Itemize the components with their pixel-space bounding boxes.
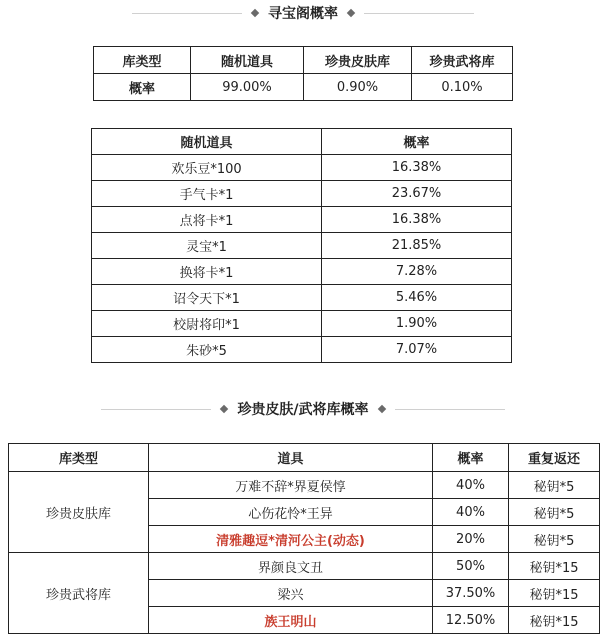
table-row — [92, 259, 512, 285]
diamond-icon — [377, 405, 385, 413]
item-rate: 16.38% — [322, 207, 512, 233]
rate-random-item: 99.00% — [191, 74, 304, 101]
item-name: 梁兴 — [149, 580, 433, 607]
item-name: 欢乐豆*100 — [92, 155, 322, 181]
lib-label-general: 珍贵武将库 — [9, 553, 149, 634]
item-name: 手气卡*1 — [92, 181, 322, 207]
item-refund: 秘钥*15 — [509, 553, 600, 580]
item-rate: 21.85% — [322, 233, 512, 259]
divider-right — [395, 409, 505, 410]
section-title-treasure — [0, 2, 606, 24]
table-row — [9, 472, 600, 499]
header-general-lib: 珍贵武将库 — [412, 47, 513, 74]
diamond-icon — [220, 405, 228, 413]
item-rate: 1.90% — [322, 311, 512, 337]
item-name: 灵宝*1 — [92, 233, 322, 259]
header-skin-lib: 珍贵皮肤库 — [304, 47, 412, 74]
item-name-highlight: 清雅趣逗*清河公主(动态) — [149, 526, 433, 553]
header-rate: 概率 — [433, 444, 509, 472]
item-name: 诏令天下*1 — [92, 285, 322, 311]
table-row — [92, 337, 512, 363]
table-row — [92, 233, 512, 259]
item-refund: 秘钥*15 — [509, 607, 600, 634]
diamond-icon — [347, 9, 355, 17]
item-rate: 50% — [433, 553, 509, 580]
item-name: 万难不辞*界夏侯惇 — [149, 472, 433, 499]
item-refund: 秘钥*5 — [509, 472, 600, 499]
item-refund: 秘钥*5 — [509, 499, 600, 526]
divider-left — [132, 13, 242, 14]
section-title-rare — [0, 398, 606, 420]
header-rate: 概率 — [322, 129, 512, 155]
item-rate: 7.28% — [322, 259, 512, 285]
item-rate: 5.46% — [322, 285, 512, 311]
item-name: 换将卡*1 — [92, 259, 322, 285]
item-name-highlight: 族王明山 — [149, 607, 433, 634]
table-row — [92, 311, 512, 337]
section-title-text: 寻宝阁概率 — [268, 6, 338, 22]
rate-skin-lib: 0.90% — [304, 74, 412, 101]
header-item: 随机道具 — [92, 129, 322, 155]
item-refund: 秘钥*5 — [509, 526, 600, 553]
lib-label-skin: 珍贵皮肤库 — [9, 472, 149, 553]
table-row — [9, 553, 600, 580]
item-rate: 12.50% — [433, 607, 509, 634]
header-lib-type: 库类型 — [9, 444, 149, 472]
item-rate: 7.07% — [322, 337, 512, 363]
divider-right — [364, 13, 474, 14]
row-label-rate: 概率 — [94, 74, 191, 101]
table-row — [92, 285, 512, 311]
item-rate: 23.67% — [322, 181, 512, 207]
item-rate: 37.50% — [433, 580, 509, 607]
header-lib-type: 库类型 — [94, 47, 191, 74]
item-rate: 16.38% — [322, 155, 512, 181]
table-row — [92, 155, 512, 181]
rate-general-lib: 0.10% — [412, 74, 513, 101]
item-refund: 秘钥*15 — [509, 580, 600, 607]
item-name: 界颜良文丑 — [149, 553, 433, 580]
diamond-icon — [251, 9, 259, 17]
table-row — [92, 181, 512, 207]
header-item: 道具 — [149, 444, 433, 472]
library-type-table — [93, 46, 513, 101]
table-row — [92, 207, 512, 233]
random-items-table — [91, 128, 512, 363]
item-name: 心伤花怜*王异 — [149, 499, 433, 526]
item-rate: 20% — [433, 526, 509, 553]
header-refund: 重复返还 — [509, 444, 600, 472]
item-name: 校尉将印*1 — [92, 311, 322, 337]
divider-left — [101, 409, 211, 410]
item-name: 点将卡*1 — [92, 207, 322, 233]
item-rate: 40% — [433, 472, 509, 499]
section-title-text: 珍贵皮肤/武将库概率 — [237, 402, 369, 418]
header-random-item: 随机道具 — [191, 47, 304, 74]
item-name: 朱砂*5 — [92, 337, 322, 363]
rare-library-table — [8, 443, 600, 634]
item-rate: 40% — [433, 499, 509, 526]
